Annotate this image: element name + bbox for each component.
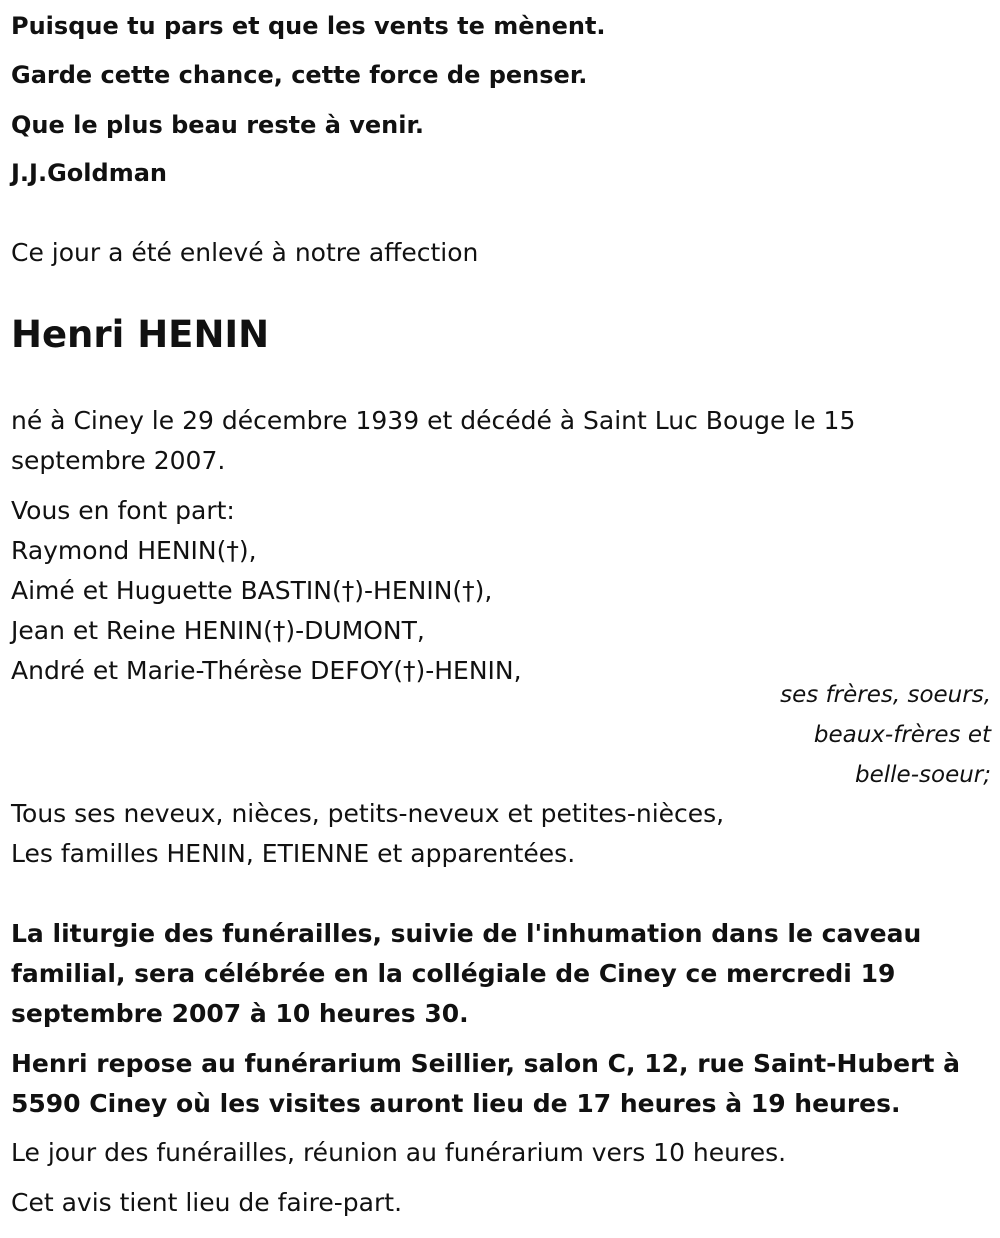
poem-line-2: Garde cette chance, cette force de penser.: [11, 61, 588, 89]
rest-line: 5590 Ciney où les visites auront lieu de 17 heures à 19 heures.: [11, 1089, 901, 1118]
birth-death-line-1: né à Ciney le 29 décembre 1939 et décédé à Saint Luc Bouge le 15: [11, 406, 856, 435]
poem-line-3: Que le plus beau reste à venir.: [11, 111, 425, 139]
liturgy-line: La liturgie des funérailles, suivie de l'inhumation dans le caveau: [11, 919, 922, 948]
relation-line: ses frères, soeurs,: [780, 682, 991, 708]
deceased-name: Henri HENIN: [11, 313, 270, 356]
family-others: Les familles HENIN, ETIENNE et apparentées.: [11, 839, 576, 868]
relation-line: belle-soeur;: [855, 762, 991, 788]
meeting-text: Le jour des funérailles, réunion au funérarium vers 10 heures.: [11, 1138, 787, 1167]
birth-death-line-2: septembre 2007.: [11, 446, 226, 475]
family-relation: [11, 675, 991, 795]
notice-text: Cet avis tient lieu de faire-part.: [11, 1188, 403, 1217]
intro-text: Ce jour a été enlevé à notre affection: [11, 238, 479, 267]
rest-line: Henri repose au funérarium Seillier, salon C, 12, rue Saint-Hubert à: [11, 1049, 960, 1078]
family-member: Aimé et Huguette BASTIN(†)-HENIN(†),: [11, 576, 493, 605]
family-others: Tous ses neveux, nièces, petits-neveux et petites-nièces,: [11, 799, 725, 828]
family-heading: Vous en font part:: [11, 496, 235, 525]
family-member: Jean et Reine HENIN(†)-DUMONT,: [11, 616, 425, 645]
family-member: André et Marie-Thérèse DEFOY(†)-HENIN,: [11, 656, 522, 685]
family-member: Raymond HENIN(†),: [11, 536, 257, 565]
liturgy-line: septembre 2007 à 10 heures 30.: [11, 999, 469, 1028]
liturgy-line: familial, sera célébrée en la collégiale de Ciney ce mercredi 19: [11, 959, 896, 988]
poem-author: J.J.Goldman: [11, 159, 167, 187]
poem-line-1: Puisque tu pars et que les vents te mènent.: [11, 12, 606, 40]
relation-line: beaux-frères et: [813, 722, 991, 748]
